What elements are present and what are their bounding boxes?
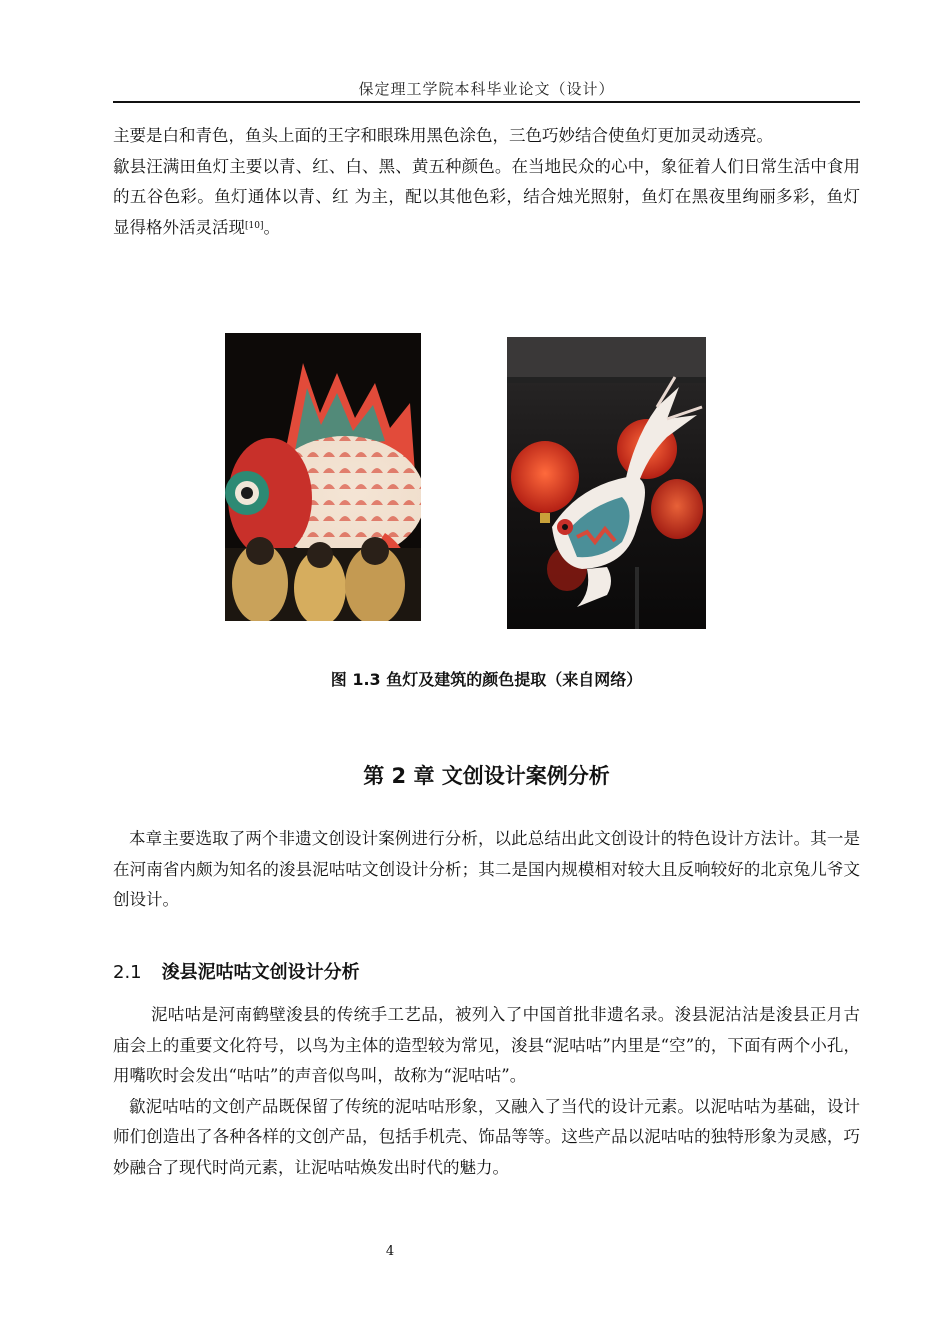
- page-number: 4: [385, 1244, 395, 1259]
- section-number: 2.1: [113, 962, 142, 983]
- intro-paragraph-1: 主要是白和青色，鱼头上面的王字和眼珠用黑色涂色，三色巧妙结合使鱼灯更加灵动透亮。: [113, 126, 773, 145]
- chapter-intro-text: [113, 824, 860, 916]
- fish-lantern-photo-left: [225, 333, 421, 621]
- section-paragraph-1: 泥咕咕是河南鹤壁浚县的传统手工艺品，被列入了中国首批非遗名录。浚县泥沽沽是浚县正月古庙会上的重要文化符号，以鸟为主体的造型较为常见，浚县“泥咕咕”内里是“空”的，下面有两个小孔，用嘴吹时会发出“咕咕”的声音似鸟叫，故称为“泥咕咕”。: [113, 1005, 860, 1085]
- chapter-intro-paragraph: 本章主要选取了两个非遗文创设计案例进行分析，以此总结出此文创设计的特色设计方法计。其一是在河南省内颇为知名的浚县泥咕咕文创设计分析；其二是国内规模相对较大且反响较好的北京兔儿爷文创设计。: [113, 829, 860, 909]
- intro-paragraph-2-text: 歙县汪满田鱼灯主要以青、红、白、黑、黄五种颜色。在当地民众的心中，象征着人们日常生活中食用的五谷色彩。鱼灯通体以青、红 为主，配以其他色彩，结合烛光照射，鱼灯在黑夜里绚丽多彩，鱼灯显得格外活灵活现: [113, 156, 860, 237]
- fish-lantern-photo-right: [507, 337, 706, 629]
- running-header: 保定理工学院本科毕业论文（设计）: [358, 80, 615, 98]
- intro-paragraph-2: [113, 152, 860, 244]
- header-rule: [113, 101, 860, 103]
- intro-text: [113, 121, 860, 243]
- section-paragraph-2: 歙泥咕咕的文创产品既保留了传统的泥咕咕形象，又融入了当代的设计元素。以泥咕咕为基础，设计师们创造出了各种各样的文创产品，包括手机壳、饰品等等。这些产品以泥咕咕的独特形象为灵感，巧妙融合了现代时尚元素，让泥咕咕焕发出时代的魅力。: [113, 1096, 860, 1177]
- section-title: 浚县泥咕咕文创设计分析: [161, 962, 360, 983]
- figure-caption: 图 1.3 鱼灯及建筑的颜色提取（来自网络）: [330, 670, 643, 689]
- citation-ref: [10]: [245, 220, 264, 231]
- chapter-title: 第 2 章 文创设计案例分析: [363, 764, 610, 788]
- section-heading: [113, 958, 860, 984]
- intro-paragraph-2-end: 。: [263, 217, 280, 237]
- section-text: [113, 1000, 860, 1183]
